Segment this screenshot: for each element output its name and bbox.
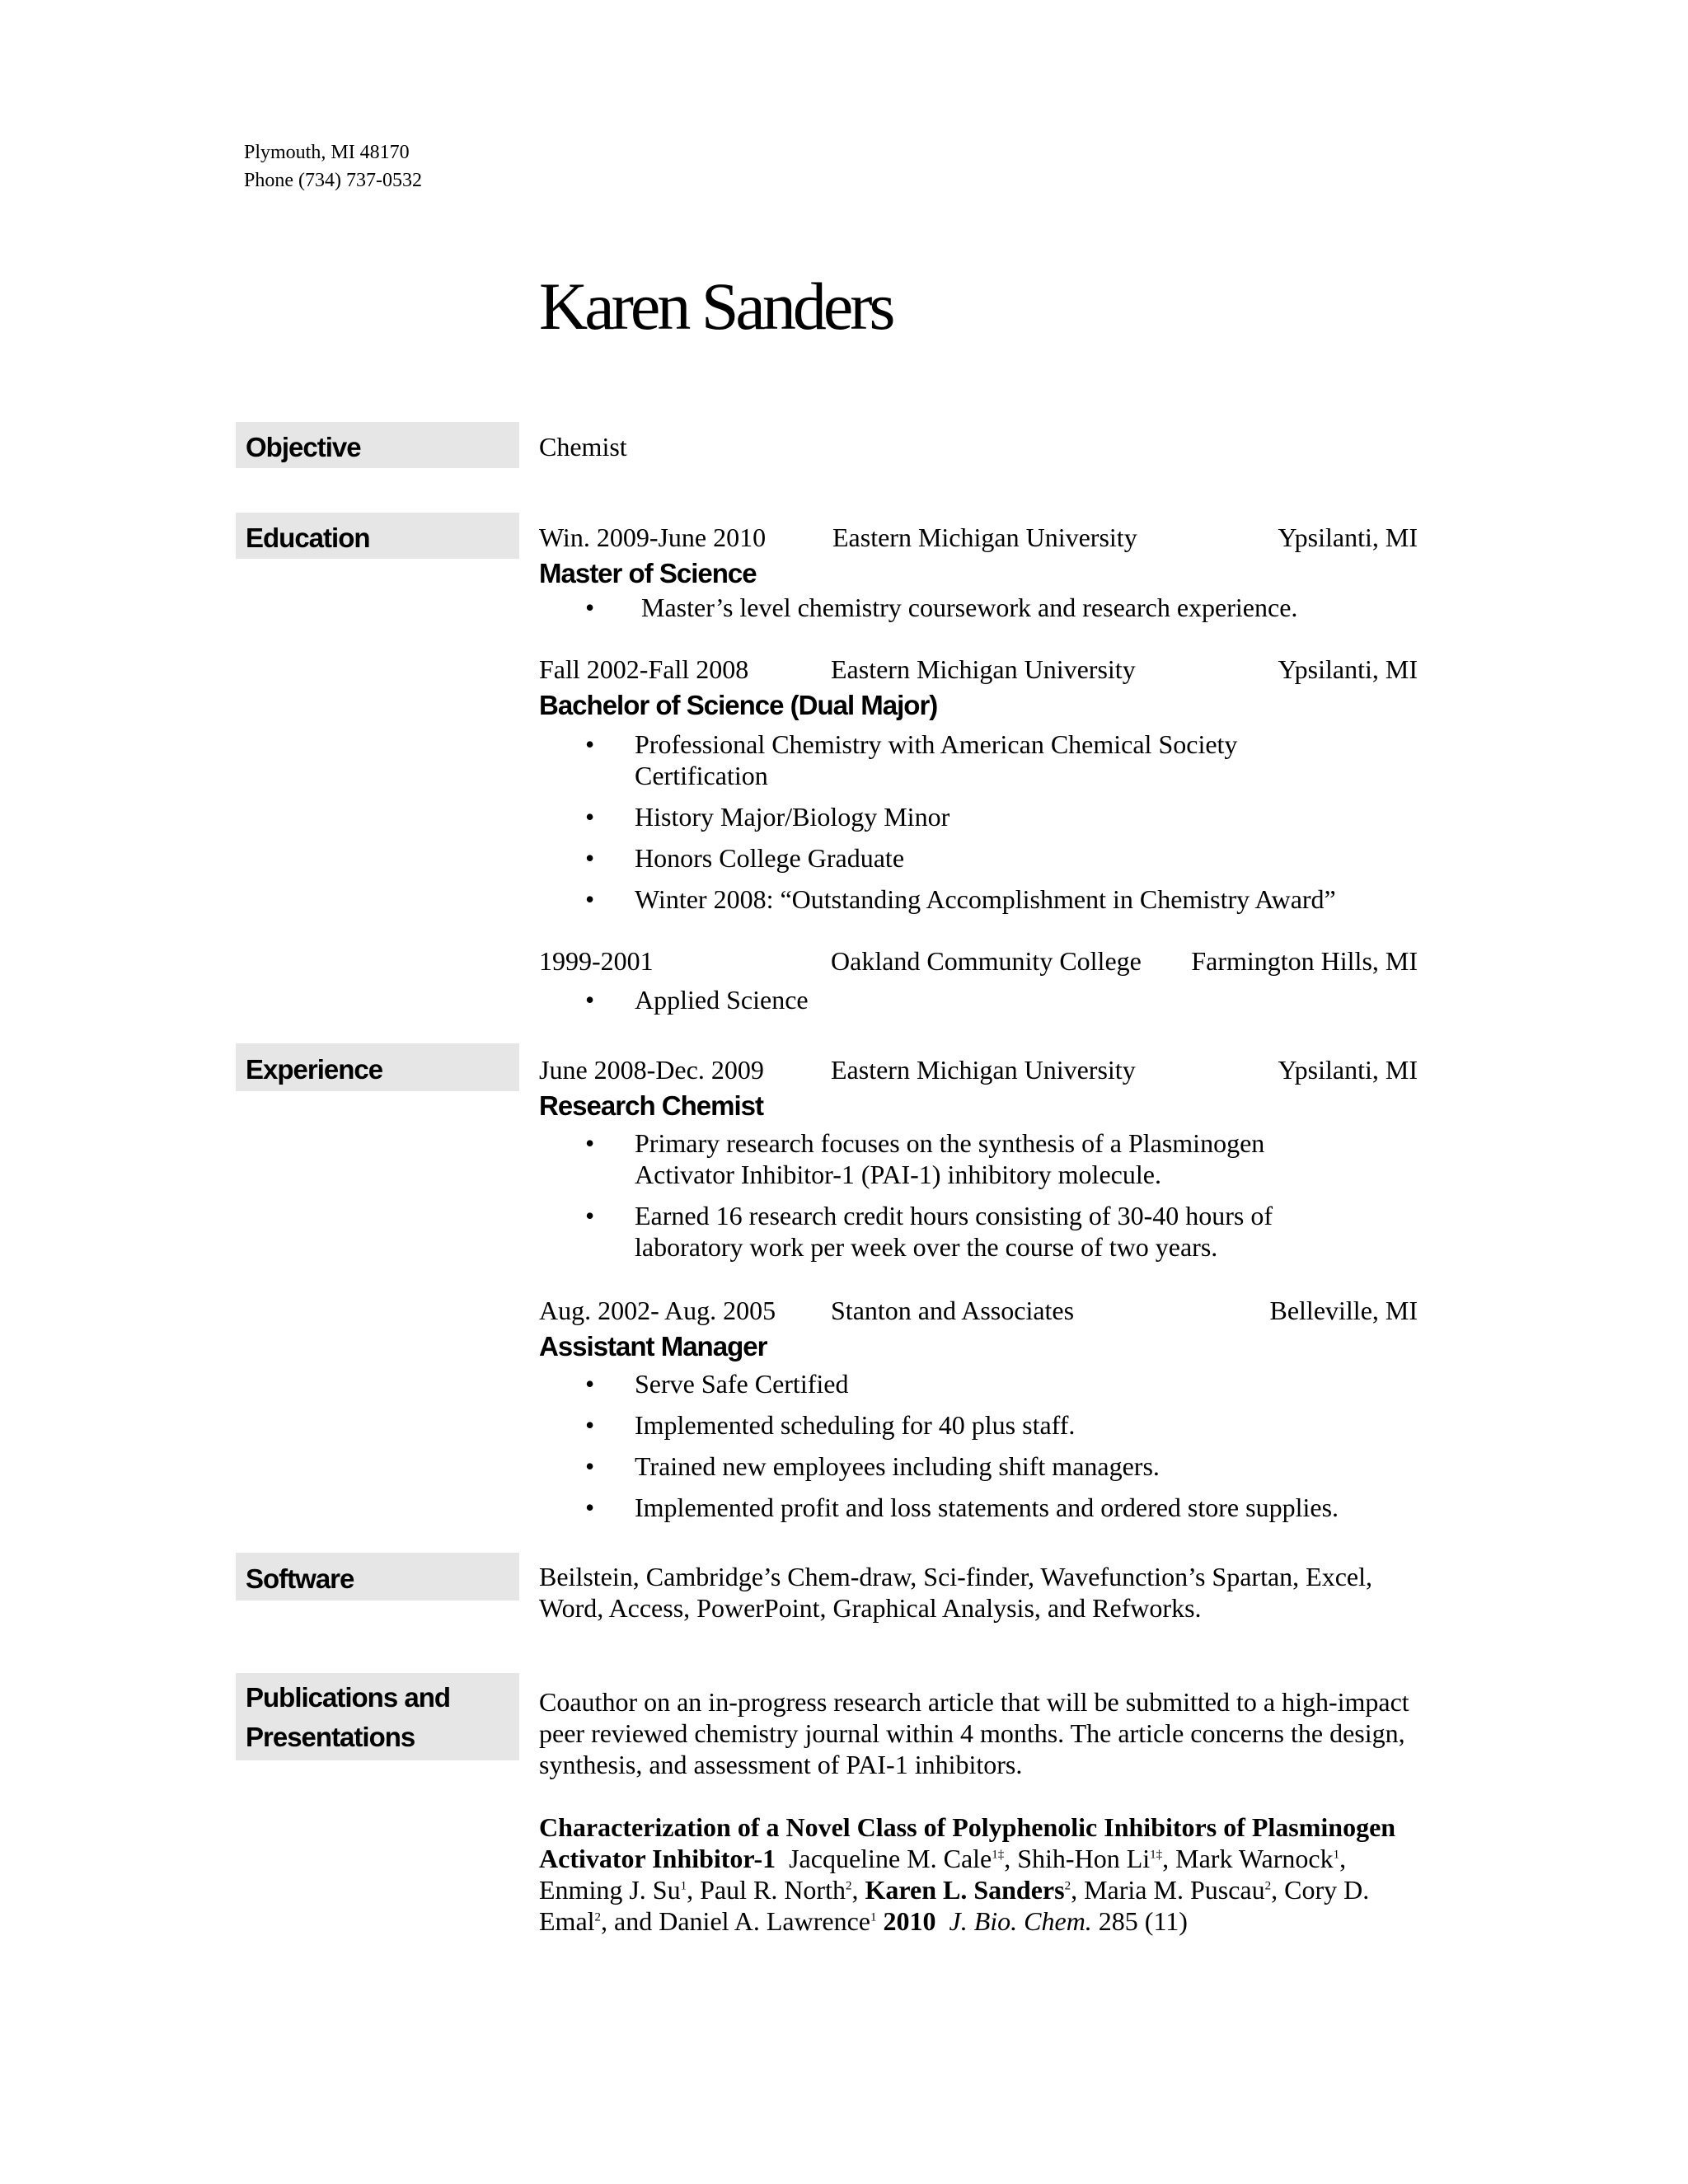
author: Cory D. Emal$^2$, and	[539, 1875, 1370, 1936]
author: Jacqueline M. Cale$^{1\ddagger}$,	[789, 1844, 1018, 1873]
experience-entry-header	[539, 1294, 1418, 1327]
bullet-icon: •	[585, 843, 595, 873]
education-entry-header	[539, 653, 1418, 686]
bullet-icon: •	[585, 1201, 595, 1230]
experience-entry-header	[539, 1053, 1418, 1086]
job-title: Research Chemist	[539, 1090, 763, 1121]
author: Maria M. Puscau$^2$,	[1084, 1875, 1285, 1905]
education-location: Ypsilanti, MI	[1278, 654, 1418, 684]
bullet-icon: •	[585, 1128, 595, 1158]
citation-year: 2010	[883, 1906, 936, 1936]
education-institution: Oakland Community College	[831, 946, 1142, 976]
citation-volume: 285 (11)	[1098, 1906, 1188, 1936]
bullet-icon: •	[585, 1410, 595, 1440]
education-location: Farmington Hills, MI	[1191, 946, 1418, 976]
bullet-icon: •	[585, 593, 595, 622]
experience-organization: Eastern Michigan University	[831, 1055, 1136, 1085]
author-highlight: Karen L. Sanders$^2$,	[865, 1875, 1085, 1905]
education-location: Ypsilanti, MI	[1278, 523, 1418, 552]
phone-line: Phone (734) 737-0532	[244, 170, 422, 191]
degree-title: Master of Science	[539, 558, 757, 588]
publications-label-text: Publications and Presentations	[246, 1682, 451, 1752]
education-entry-header	[539, 521, 1418, 554]
publications-label	[236, 1673, 519, 1760]
education-entry-header	[539, 944, 1418, 977]
experience-location: Ypsilanti, MI	[1278, 1055, 1418, 1085]
bullet-icon: •	[585, 985, 595, 1015]
address-line: Plymouth, MI 48170	[244, 142, 410, 163]
education-dates: 1999-2001	[539, 946, 654, 976]
bullet-icon: •	[585, 1369, 595, 1399]
experience-location: Belleville, MI	[1269, 1296, 1418, 1325]
objective-label: Objective	[236, 422, 519, 468]
bullet-icon: •	[585, 884, 595, 914]
experience-dates: June 2008-Dec. 2009	[539, 1055, 764, 1085]
education-label: Education	[236, 513, 519, 559]
education-dates: Win. 2009-June 2010	[539, 523, 767, 552]
education-dates: Fall 2002-Fall 2008	[539, 654, 749, 684]
bullet-icon: •	[585, 1493, 595, 1522]
publication-citation	[539, 1811, 1421, 1937]
education-institution: Eastern Michigan University	[831, 654, 1136, 684]
bullet-icon: •	[585, 802, 595, 832]
software-label: Software	[236, 1553, 519, 1601]
experience-organization: Stanton and Associates	[831, 1296, 1075, 1325]
citation-title: Characterization of a Novel Class of Polyphenolic Inhibitors of Plasminogen Activator Inhibitor-1	[539, 1812, 1396, 1873]
bullet-icon: •	[585, 1451, 595, 1481]
candidate-name: Karen Sanders	[539, 269, 893, 344]
contact-address	[244, 138, 422, 194]
bullet-icon: •	[585, 729, 595, 759]
objective-text: Chemist	[539, 432, 627, 462]
author: Daniel A. Lawrence$^1$	[659, 1906, 877, 1936]
citation-journal: J. Bio. Chem.	[949, 1906, 1092, 1936]
education-institution: Eastern Michigan University	[832, 523, 1137, 552]
author: Mark Warnock$^1$,	[1175, 1844, 1347, 1873]
experience-dates: Aug. 2002- Aug. 2005	[539, 1296, 776, 1325]
author: Shih-Hon $Li^{1\ddagger}$,	[1017, 1844, 1176, 1873]
experience-label: Experience	[236, 1043, 519, 1091]
job-title: Assistant Manager	[539, 1331, 767, 1361]
author: Paul R. North$^2$,	[700, 1875, 865, 1905]
publications-intro: Coauthor on an in-progress research article that will be submitted to a high-impact peer reviewed chemistry journal within 4 months. The article concerns the design, synthesis, and assessment of PAI-1 inhibitors.	[539, 1687, 1409, 1779]
degree-title: Bachelor of Science (Dual Major)	[539, 690, 938, 720]
software-list: Beilstein, Cambridge’s Chem-draw, Sci-finder, Wavefunction’s Spartan, Excel, Word, Access, PowerPoint, Graphical Analysis, and Refworks.	[539, 1562, 1372, 1623]
author: Enming J. Su$^1$,	[539, 1875, 701, 1905]
